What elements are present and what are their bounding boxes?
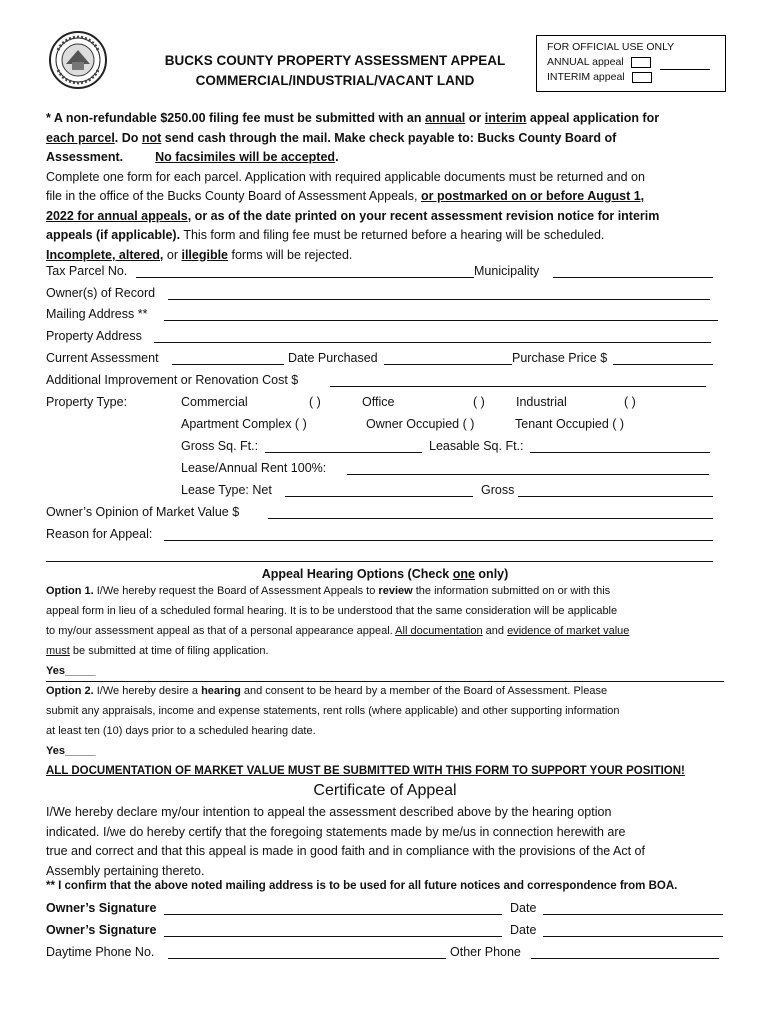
title-line-1: BUCKS COUNTY PROPERTY ASSESSMENT APPEAL	[164, 53, 506, 68]
industrial-checkbox[interactable]: ( )	[624, 395, 636, 409]
official-use-heading: FOR OFFICIAL USE ONLY	[547, 41, 675, 53]
interim-appeal-label: INTERIM appeal	[547, 71, 625, 83]
other-phone-input[interactable]	[531, 958, 719, 959]
bucks-county-seal-icon	[48, 30, 108, 90]
reason-for-appeal-input-line-2[interactable]	[46, 561, 713, 562]
instructions-line-3: 2022 for annual appeals, or as of the date printed on your recent assessment revision notice for interim	[46, 208, 660, 223]
option-1-line-4: must be submitted at time of filing application.	[46, 645, 269, 657]
certificate-line-3: true and correct and that this appeal is made in good faith and in compliance with the provisions of the Act of	[46, 844, 645, 858]
interim-appeal-row	[547, 70, 725, 85]
date-label-1: Date	[510, 901, 537, 915]
tax-parcel-label: Tax Parcel No.	[46, 264, 128, 278]
annual-appeal-checkbox[interactable]	[631, 57, 651, 68]
tax-parcel-input[interactable]	[136, 277, 474, 278]
option-2-line-2: submit any appraisals, income and expense statements, rent rolls (where applicable) and other supporting information	[46, 705, 620, 717]
leasable-sqft-label: Leasable Sq. Ft.:	[429, 439, 524, 453]
owner-signature-label-2: Owner’s Signature	[46, 923, 157, 937]
improvement-cost-input[interactable]	[330, 386, 706, 387]
annual-appeal-label: ANNUAL appeal	[547, 56, 624, 68]
fee-line-1: * A non-refundable $250.00 filing fee must be submitted with an annual or interim appeal application for	[46, 111, 660, 125]
official-use-line[interactable]	[660, 69, 710, 70]
reason-for-appeal-label: Reason for Appeal:	[46, 527, 153, 541]
property-address-label: Property Address	[46, 329, 142, 343]
hearing-options-heading: Appeal Hearing Options (Check one only)	[261, 567, 509, 581]
option-1-line-2: appeal form in lieu of a scheduled formal hearing. It is to be understood that the same consideration will be applicable	[46, 605, 618, 617]
annual-appeal-row	[547, 55, 725, 70]
date-label-2: Date	[510, 923, 537, 937]
gross-sqft-label: Gross Sq. Ft.:	[181, 439, 259, 453]
industrial-label: Industrial	[516, 395, 567, 409]
owner-signature-input-2[interactable]	[164, 936, 502, 937]
certificate-title: Certificate of Appeal	[313, 782, 457, 799]
office-checkbox[interactable]: ( )	[473, 395, 485, 409]
option-1-yes[interactable]: Yes_____	[46, 665, 96, 677]
rejection-notice: Incomplete, altered, or illegible forms will be rejected.	[46, 247, 353, 262]
certificate-text	[46, 803, 645, 881]
option-2-line-3: at least ten (10) days prior to a scheduled hearing date.	[46, 725, 316, 737]
option-1-block	[46, 581, 629, 681]
fee-line-3: Assessment. No facsimiles will be accepted.	[46, 150, 339, 164]
other-phone-label: Other Phone	[450, 945, 521, 959]
certificate-line-2: indicated. I/we do hereby certify that the foregoing statements made by me/us in connection herewith are	[46, 824, 626, 839]
current-assessment-input[interactable]	[172, 364, 284, 365]
fee-notice	[46, 109, 659, 265]
instructions-line-1: Complete one form for each parcel. Application with required applicable documents must be returned and on	[46, 169, 645, 184]
lease-rent-label: Lease/Annual Rent 100%:	[181, 461, 327, 475]
lease-type-gross-label: Gross	[481, 483, 515, 497]
tenant-occupied-option[interactable]: Tenant Occupied ( )	[515, 417, 625, 431]
mailing-confirmation: ** I confirm that the above noted mailing address is to be used for all future notices and correspondence from BOA.	[46, 880, 678, 892]
date-purchased-input[interactable]	[384, 364, 512, 365]
office-label: Office	[362, 395, 395, 409]
market-value-opinion-label: Owner’s Opinion of Market Value $	[46, 505, 240, 519]
owner-signature-label-1: Owner’s Signature	[46, 901, 157, 915]
property-address-input[interactable]	[154, 342, 711, 343]
instructions-line-2: file in the office of the Bucks County Board of Assessment Appeals, or postmarked on or before August 1,	[46, 189, 645, 203]
daytime-phone-input[interactable]	[168, 958, 446, 959]
owners-label: Owner(s) of Record	[46, 286, 156, 300]
form-title	[140, 51, 530, 91]
option-2-line-1: Option 2. I/We hereby desire a hearing and consent to be heard by a member of the Board of Assessment. Please	[46, 685, 608, 697]
gross-sqft-input[interactable]	[265, 452, 422, 453]
improvement-cost-label: Additional Improvement or Renovation Cost $	[46, 373, 299, 387]
title-line-2: COMMERCIAL/INDUSTRIAL/VACANT LAND	[195, 73, 475, 88]
current-assessment-label: Current Assessment	[46, 351, 159, 365]
date-input-1[interactable]	[543, 914, 723, 915]
purchase-price-input[interactable]	[613, 364, 713, 365]
owner-occupied-option[interactable]: Owner Occupied ( )	[366, 417, 475, 431]
property-type-label: Property Type:	[46, 395, 128, 409]
apartment-complex-option[interactable]: Apartment Complex ( )	[181, 417, 307, 431]
date-input-2[interactable]	[543, 936, 723, 937]
option-1-line-1: Option 1. I/We hereby request the Board of Assessment Appeals to review the information submitted on or with this	[46, 585, 611, 597]
lease-rent-input[interactable]	[347, 474, 709, 475]
lease-type-gross-input[interactable]	[518, 496, 713, 497]
commercial-checkbox[interactable]: ( )	[309, 395, 321, 409]
purchase-price-label: Purchase Price $	[512, 351, 608, 365]
owners-input[interactable]	[168, 299, 710, 300]
lease-type-net-label: Lease Type: Net	[181, 483, 272, 497]
option-2-block	[46, 681, 620, 761]
lease-type-net-input[interactable]	[285, 496, 473, 497]
option-1-line-3: to my/our assessment appeal as that of a personal appearance appeal. All documentation and evidence of market value	[46, 625, 630, 637]
municipality-input[interactable]	[553, 277, 713, 278]
certificate-line-4: Assembly pertaining thereto.	[46, 863, 205, 878]
date-purchased-label: Date Purchased	[288, 351, 378, 365]
leasable-sqft-input[interactable]	[530, 452, 710, 453]
mailing-address-input[interactable]	[164, 320, 718, 321]
interim-appeal-checkbox[interactable]	[632, 72, 652, 83]
market-value-opinion-input[interactable]	[268, 518, 713, 519]
municipality-label: Municipality	[474, 264, 540, 278]
owner-signature-input-1[interactable]	[164, 914, 502, 915]
instructions-line-4: appeals (if applicable). This form and filing fee must be returned before a hearing will be scheduled.	[46, 228, 605, 242]
daytime-phone-label: Daytime Phone No.	[46, 945, 155, 959]
official-use-box	[536, 35, 726, 92]
certificate-line-1: I/We hereby declare my/our intention to appeal the assessment described above by the hearing option	[46, 805, 612, 819]
reason-for-appeal-input[interactable]	[164, 540, 713, 541]
mailing-address-label: Mailing Address **	[46, 307, 148, 321]
option-2-yes[interactable]: Yes_____	[46, 745, 96, 757]
fee-line-2: each parcel. Do not send cash through the mail. Make check payable to: Bucks County Board of	[46, 130, 617, 145]
documentation-notice: ALL DOCUMENTATION OF MARKET VALUE MUST BE SUBMITTED WITH THIS FORM TO SUPPORT YOUR POSITION!	[46, 765, 685, 777]
commercial-label: Commercial	[181, 395, 248, 409]
